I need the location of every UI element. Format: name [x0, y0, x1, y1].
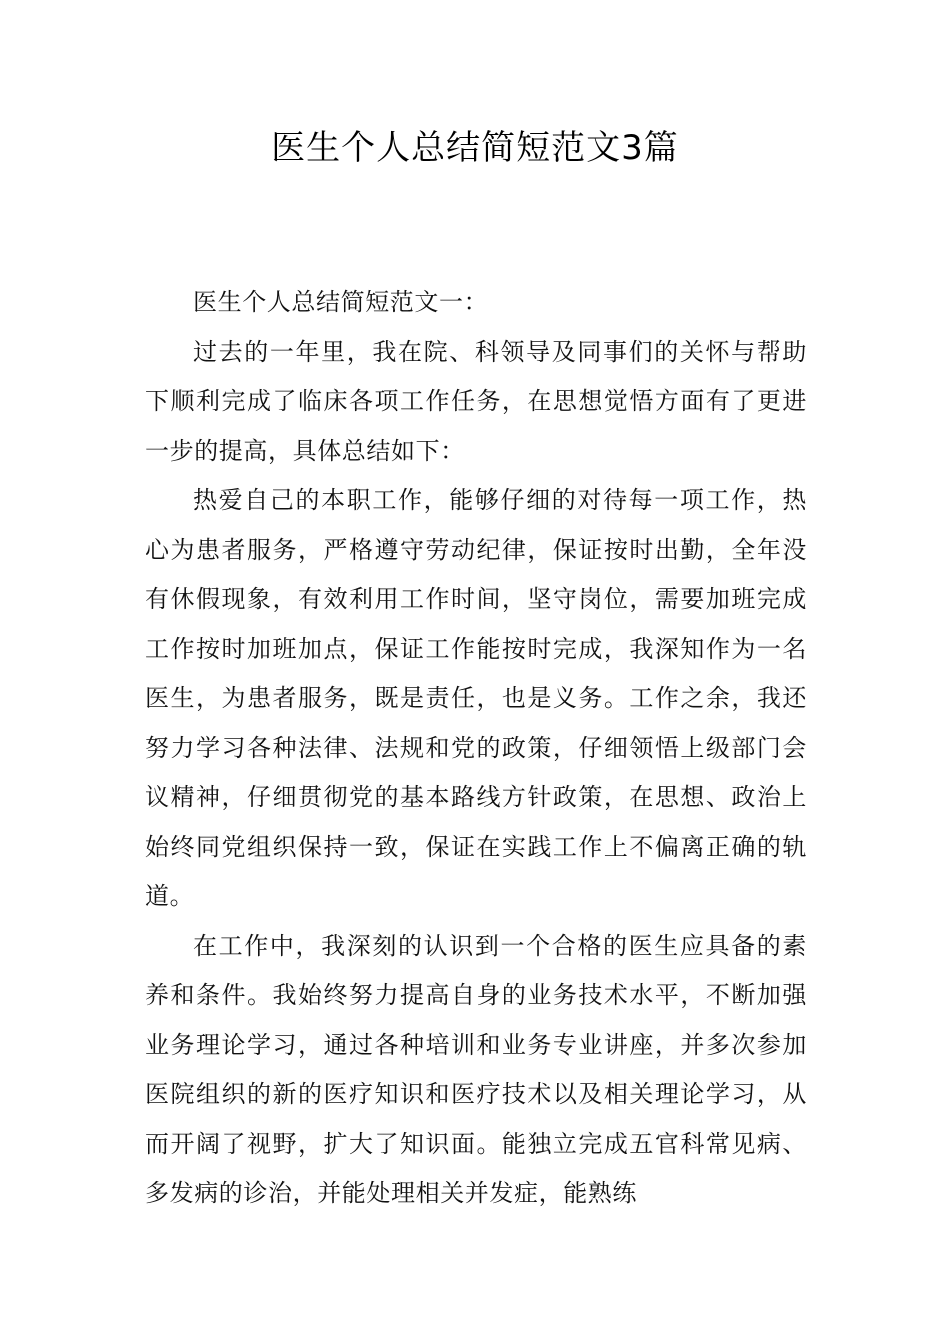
paragraph-subheading: 医生个人总结简短范文一：: [193, 288, 489, 316]
paragraph-work-attitude: 热爱自己的本职工作，能够仔细的对待每一项工作，热心为患者服务，严格遵守劳动纪律，保证按时出勤，全年没有休假现象，有效利用工作时间，坚守岗位，需要加班完成工作按时加班加点，保证工作能按时完成，我深知作为一名医生，为患者服务，既是责任，也是义务。工作之余，我还努力学习各种法律、法规和党的政策，仔细领悟上级部门会议精神，仔细贯彻党的基本路线方针政策，在思想、政治上始终同党组织保持一致，保证在实践工作上不偏离正确的轨道。: [145, 486, 807, 910]
document-body: [145, 278, 807, 1219]
paragraph-professional-skills: 在工作中，我深刻的认识到一个合格的医生应具备的素养和条件。我始终努力提高自身的业务技术水平，不断加强业务理论学习，通过各种培训和业务专业讲座，并多次参加医院组织的新的医疗知识和医疗技术以及相关理论学习，从而开阔了视野，扩大了知识面。能独立完成五官科常见病、多发病的诊治，并能处理相关并发症，能熟练: [145, 931, 807, 1207]
paragraph-intro: 过去的一年里，我在院、科领导及同事们的关怀与帮助下顺利完成了临床各项工作任务，在思想觉悟方面有了更进一步的提高，具体总结如下：: [145, 337, 807, 465]
document-title: 医生个人总结简短范文3篇: [271, 128, 679, 168]
